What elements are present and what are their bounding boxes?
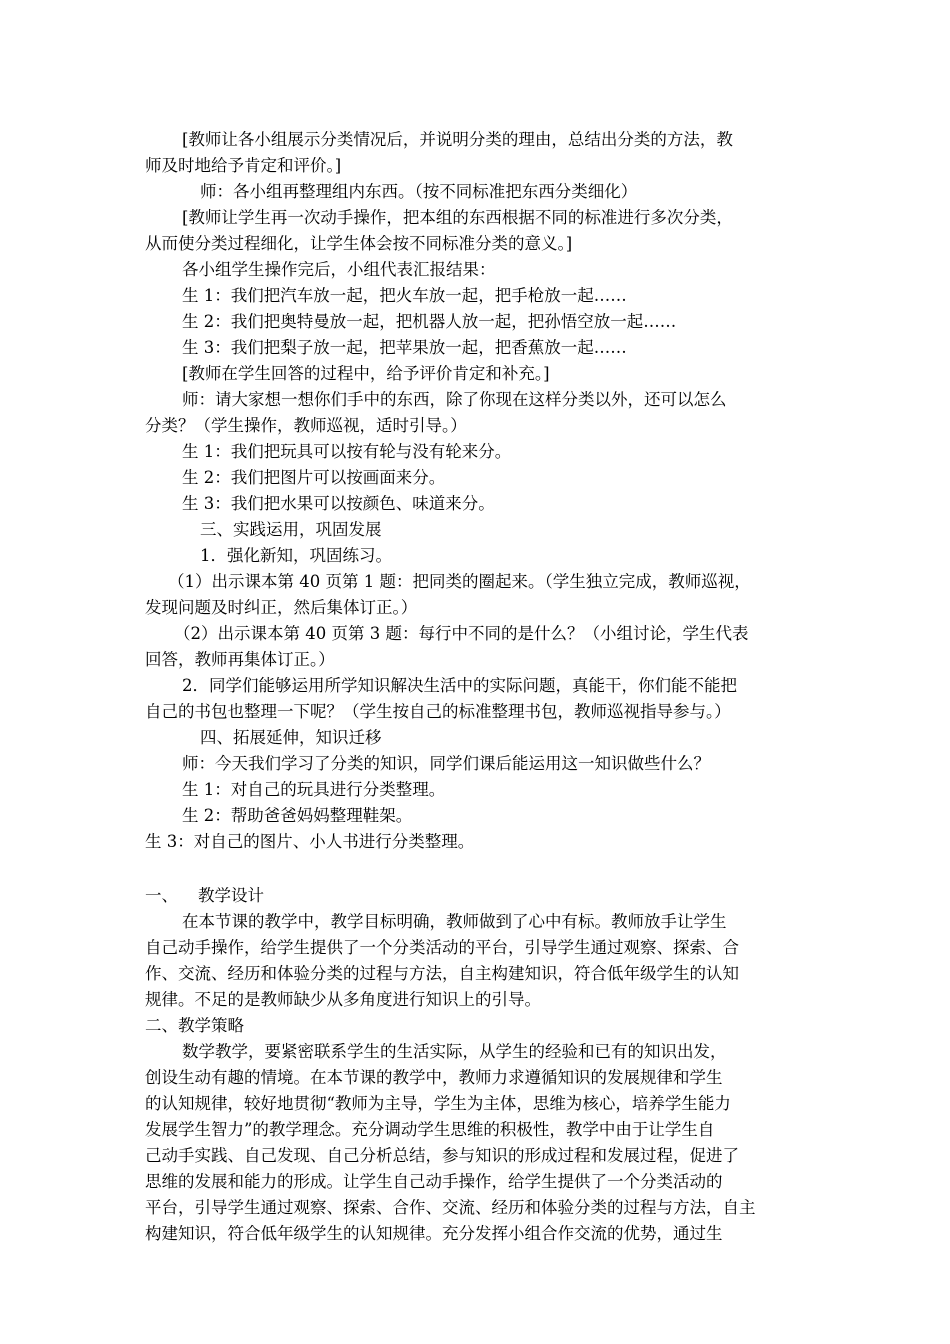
paragraph-line: 数学教学，要紧密联系学生的生活实际，从学生的经验和已有的知识出发， — [182, 1042, 727, 1061]
paragraph-line: 生 3：我们把水果可以按颜色、味道来分。 — [182, 494, 495, 513]
paragraph-line: 师：今天我们学习了分类的知识，同学们课后能运用这一知识做些什么？ — [182, 754, 710, 773]
paragraph-line: 发展学生智力”的教学理念。充分调动学生思维的积极性，教学中由于让学生自 — [145, 1120, 715, 1139]
paragraph-line: 自己的书包也整理一下呢？（学生按自己的标准整理书包，教师巡视指导参与。） — [145, 702, 731, 721]
paragraph-line: [教师让学生再一次动手操作，把本组的东西根据不同的标准进行多次分类， — [182, 208, 733, 227]
paragraph-line: 的认知规律，较好地贯彻“教师为主导，学生为主体，思维为核心，培养学生能力 — [145, 1094, 731, 1113]
paragraph-line: 己动手实践、自己发现、自己分析总结，参与知识的形成过程和发展过程，促进了 — [145, 1146, 739, 1165]
paragraph-line: 生 3：对自己的图片、小人书进行分类整理。 — [145, 832, 475, 851]
paragraph-line: 规律。不足的是教师缺少从多角度进行知识上的引导。 — [145, 990, 541, 1009]
paragraph-line: [教师在学生回答的过程中，给予评价肯定和补充。] — [182, 364, 550, 383]
paragraph-line: 分类？（学生操作，教师巡视，适时引导。） — [145, 416, 467, 435]
paragraph-line: 生 1：我们把玩具可以按有轮与没有轮来分。 — [182, 442, 512, 461]
section-title: 教学设计 — [198, 886, 264, 905]
paragraph-line: 1．强化新知，巩固练习。 — [200, 546, 392, 565]
section-heading — [145, 883, 825, 909]
paragraph-line: 从而使分类过程细化，让学生体会按不同标准分类的意义。] — [145, 234, 573, 253]
paragraph-line: 生 3：我们把梨子放一起，把苹果放一起，把香蕉放一起…… — [182, 338, 627, 357]
section-heading: 四、拓展延伸，知识迁移 — [200, 728, 382, 747]
paragraph-line: [教师让各小组展示分类情况后，并说明分类的理由，总结出分类的方法，教 — [182, 130, 733, 149]
paragraph-line: 在本节课的教学中，教学目标明确，教师做到了心中有标。教师放手让学生 — [182, 912, 727, 931]
paragraph-line: 各小组学生操作完后，小组代表汇报结果： — [182, 260, 496, 279]
paragraph-line: 发现问题及时纠正，然后集体订正。） — [145, 598, 418, 617]
paragraph-line: 2．同学们能够运用所学知识解决生活中的实际问题，真能干，你们能不能把 — [182, 676, 737, 695]
section-heading: 三、实践运用，巩固发展 — [200, 520, 382, 539]
paragraph-line: 师：请大家想一想你们手中的东西，除了你现在这样分类以外，还可以怎么 — [182, 390, 727, 409]
paragraph-line: 师：各小组再整理组内东西。（按不同标准把东西分类细化） — [200, 182, 638, 201]
paragraph-line: 作、交流、经历和体验分类的过程与方法，自主构建知识，符合低年级学生的认知 — [145, 964, 739, 983]
paragraph-line: 回答，教师再集体订正。） — [145, 650, 335, 669]
paragraph-line: 平台，引导学生通过观察、探索、合作、交流、经历和体验分类的过程与方法，自主 — [145, 1198, 756, 1217]
paragraph-line: 思维的发展和能力的形成。让学生自己动手操作，给学生提供了一个分类活动的 — [145, 1172, 723, 1191]
paragraph-line: 生 2：我们把图片可以按画面来分。 — [182, 468, 446, 487]
paragraph-line: 生 1：我们把汽车放一起，把火车放一起，把手枪放一起…… — [182, 286, 627, 305]
paragraph-line: （1）出示课本第 40 页第 1 题：把同类的圈起来。（学生独立完成，教师巡视， — [168, 572, 751, 591]
paragraph-line: 创设生动有趣的情境。在本节课的教学中，教师力求遵循知识的发展规律和学生 — [145, 1068, 723, 1087]
paragraph-line: 师及时地给予肯定和评价。] — [145, 156, 342, 175]
paragraph-line: 生 2：我们把奥特曼放一起，把机器人放一起，把孙悟空放一起…… — [182, 312, 677, 331]
paragraph-line: （2）出示课本第 40 页第 3 题：每行中不同的是什么？（小组讨论，学生代表 — [174, 624, 749, 643]
paragraph-line: 构建知识，符合低年级学生的认知规律。充分发挥小组合作交流的优势，通过生 — [145, 1224, 723, 1243]
section-heading: 二、教学策略 — [145, 1016, 244, 1035]
paragraph-line: 生 2：帮助爸爸妈妈整理鞋架。 — [182, 806, 413, 825]
paragraph-line: 自己动手操作，给学生提供了一个分类活动的平台，引导学生通过观察、探索、合 — [145, 938, 739, 957]
section-number: 一、 — [145, 886, 178, 905]
paragraph-line: 生 1：对自己的玩具进行分类整理。 — [182, 780, 446, 799]
